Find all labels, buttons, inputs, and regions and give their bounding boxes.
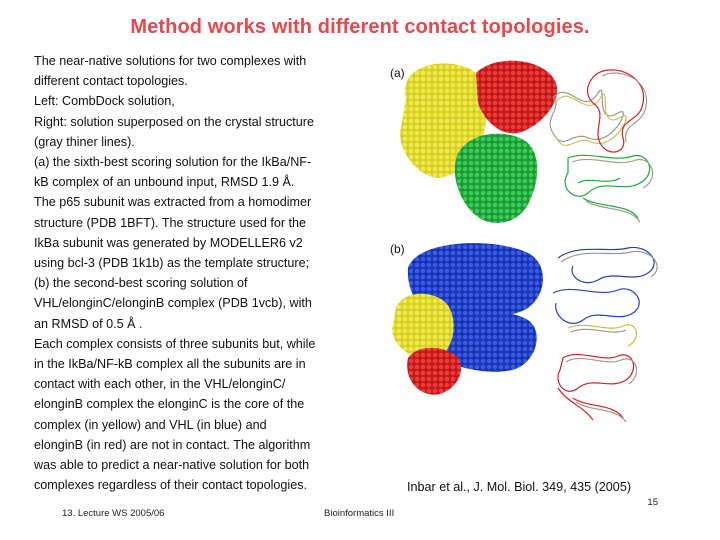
body-line: contact with each other, in the VHL/elonginC/ bbox=[34, 377, 286, 392]
body-line: kB complex of an unbound input, RMSD 1.9 Å. bbox=[34, 175, 295, 190]
body-line: different contact topologies. bbox=[34, 74, 188, 89]
panel-a-label: (a) bbox=[390, 66, 405, 80]
body-line: elonginB complex the elonginC is the core of the bbox=[34, 397, 305, 412]
body-line: The p65 subunit was extracted from a homodimer bbox=[34, 195, 312, 210]
body-line: structure (PDB 1BFT). The structure used for the bbox=[34, 215, 307, 230]
body-line: an RMSD of 0.5 Å . bbox=[34, 316, 143, 331]
body-text bbox=[34, 51, 354, 495]
slide-title: Method works with different contact topologies. bbox=[130, 16, 590, 38]
panel-a-spacefill bbox=[400, 61, 557, 223]
protein-figure bbox=[378, 58, 678, 468]
body-line: (b) the second-best scoring solution of bbox=[34, 276, 248, 291]
body-line: Left: CombDock solution, bbox=[34, 94, 175, 109]
body-line: The near-native solutions for two complexes with bbox=[34, 54, 307, 68]
body-line: Each complex consists of three subunits but, while bbox=[34, 336, 316, 351]
panel-b-label: (b) bbox=[390, 242, 405, 256]
panel-a-ribbon bbox=[550, 70, 653, 222]
panel-b-ribbon bbox=[553, 247, 657, 422]
body-line: was able to predict a near-native solution for both bbox=[34, 458, 310, 473]
protein-structures-image bbox=[378, 58, 678, 468]
body-line: VHL/elonginC/elonginB complex (PDB 1vcb), with bbox=[34, 296, 312, 311]
body-line: using bcl-3 (PDB 1k1b) as the template structure; bbox=[34, 256, 310, 271]
body-line: complex (in yellow) and VHL (in blue) and bbox=[34, 417, 267, 432]
footer-lecture: 13. Lecture WS 2005/06 bbox=[62, 508, 165, 519]
page-number: 15 bbox=[647, 497, 658, 508]
body-line: elonginB (in red) are not in contact. The algorithm bbox=[34, 437, 311, 452]
panel-b-spacefill bbox=[392, 243, 543, 394]
body-line: complexes regardless of their contact topologies. bbox=[34, 478, 308, 493]
body-line: (gray thiner lines). bbox=[34, 134, 135, 149]
body-line: in the IkBa/NF-kB complex all the subunits are in bbox=[34, 357, 306, 372]
footer-course: Bioinformatics III bbox=[324, 508, 395, 519]
body-line: Right: solution superposed on the crystal structure bbox=[34, 114, 315, 129]
body-line: (a) the sixth-best scoring solution for the IkBa/NF- bbox=[34, 155, 312, 170]
citation: Inbar et al., J. Mol. Biol. 349, 435 (2005) bbox=[407, 480, 632, 494]
body-line: IkBa subunit was generated by MODELLER6 v2 bbox=[34, 235, 303, 250]
